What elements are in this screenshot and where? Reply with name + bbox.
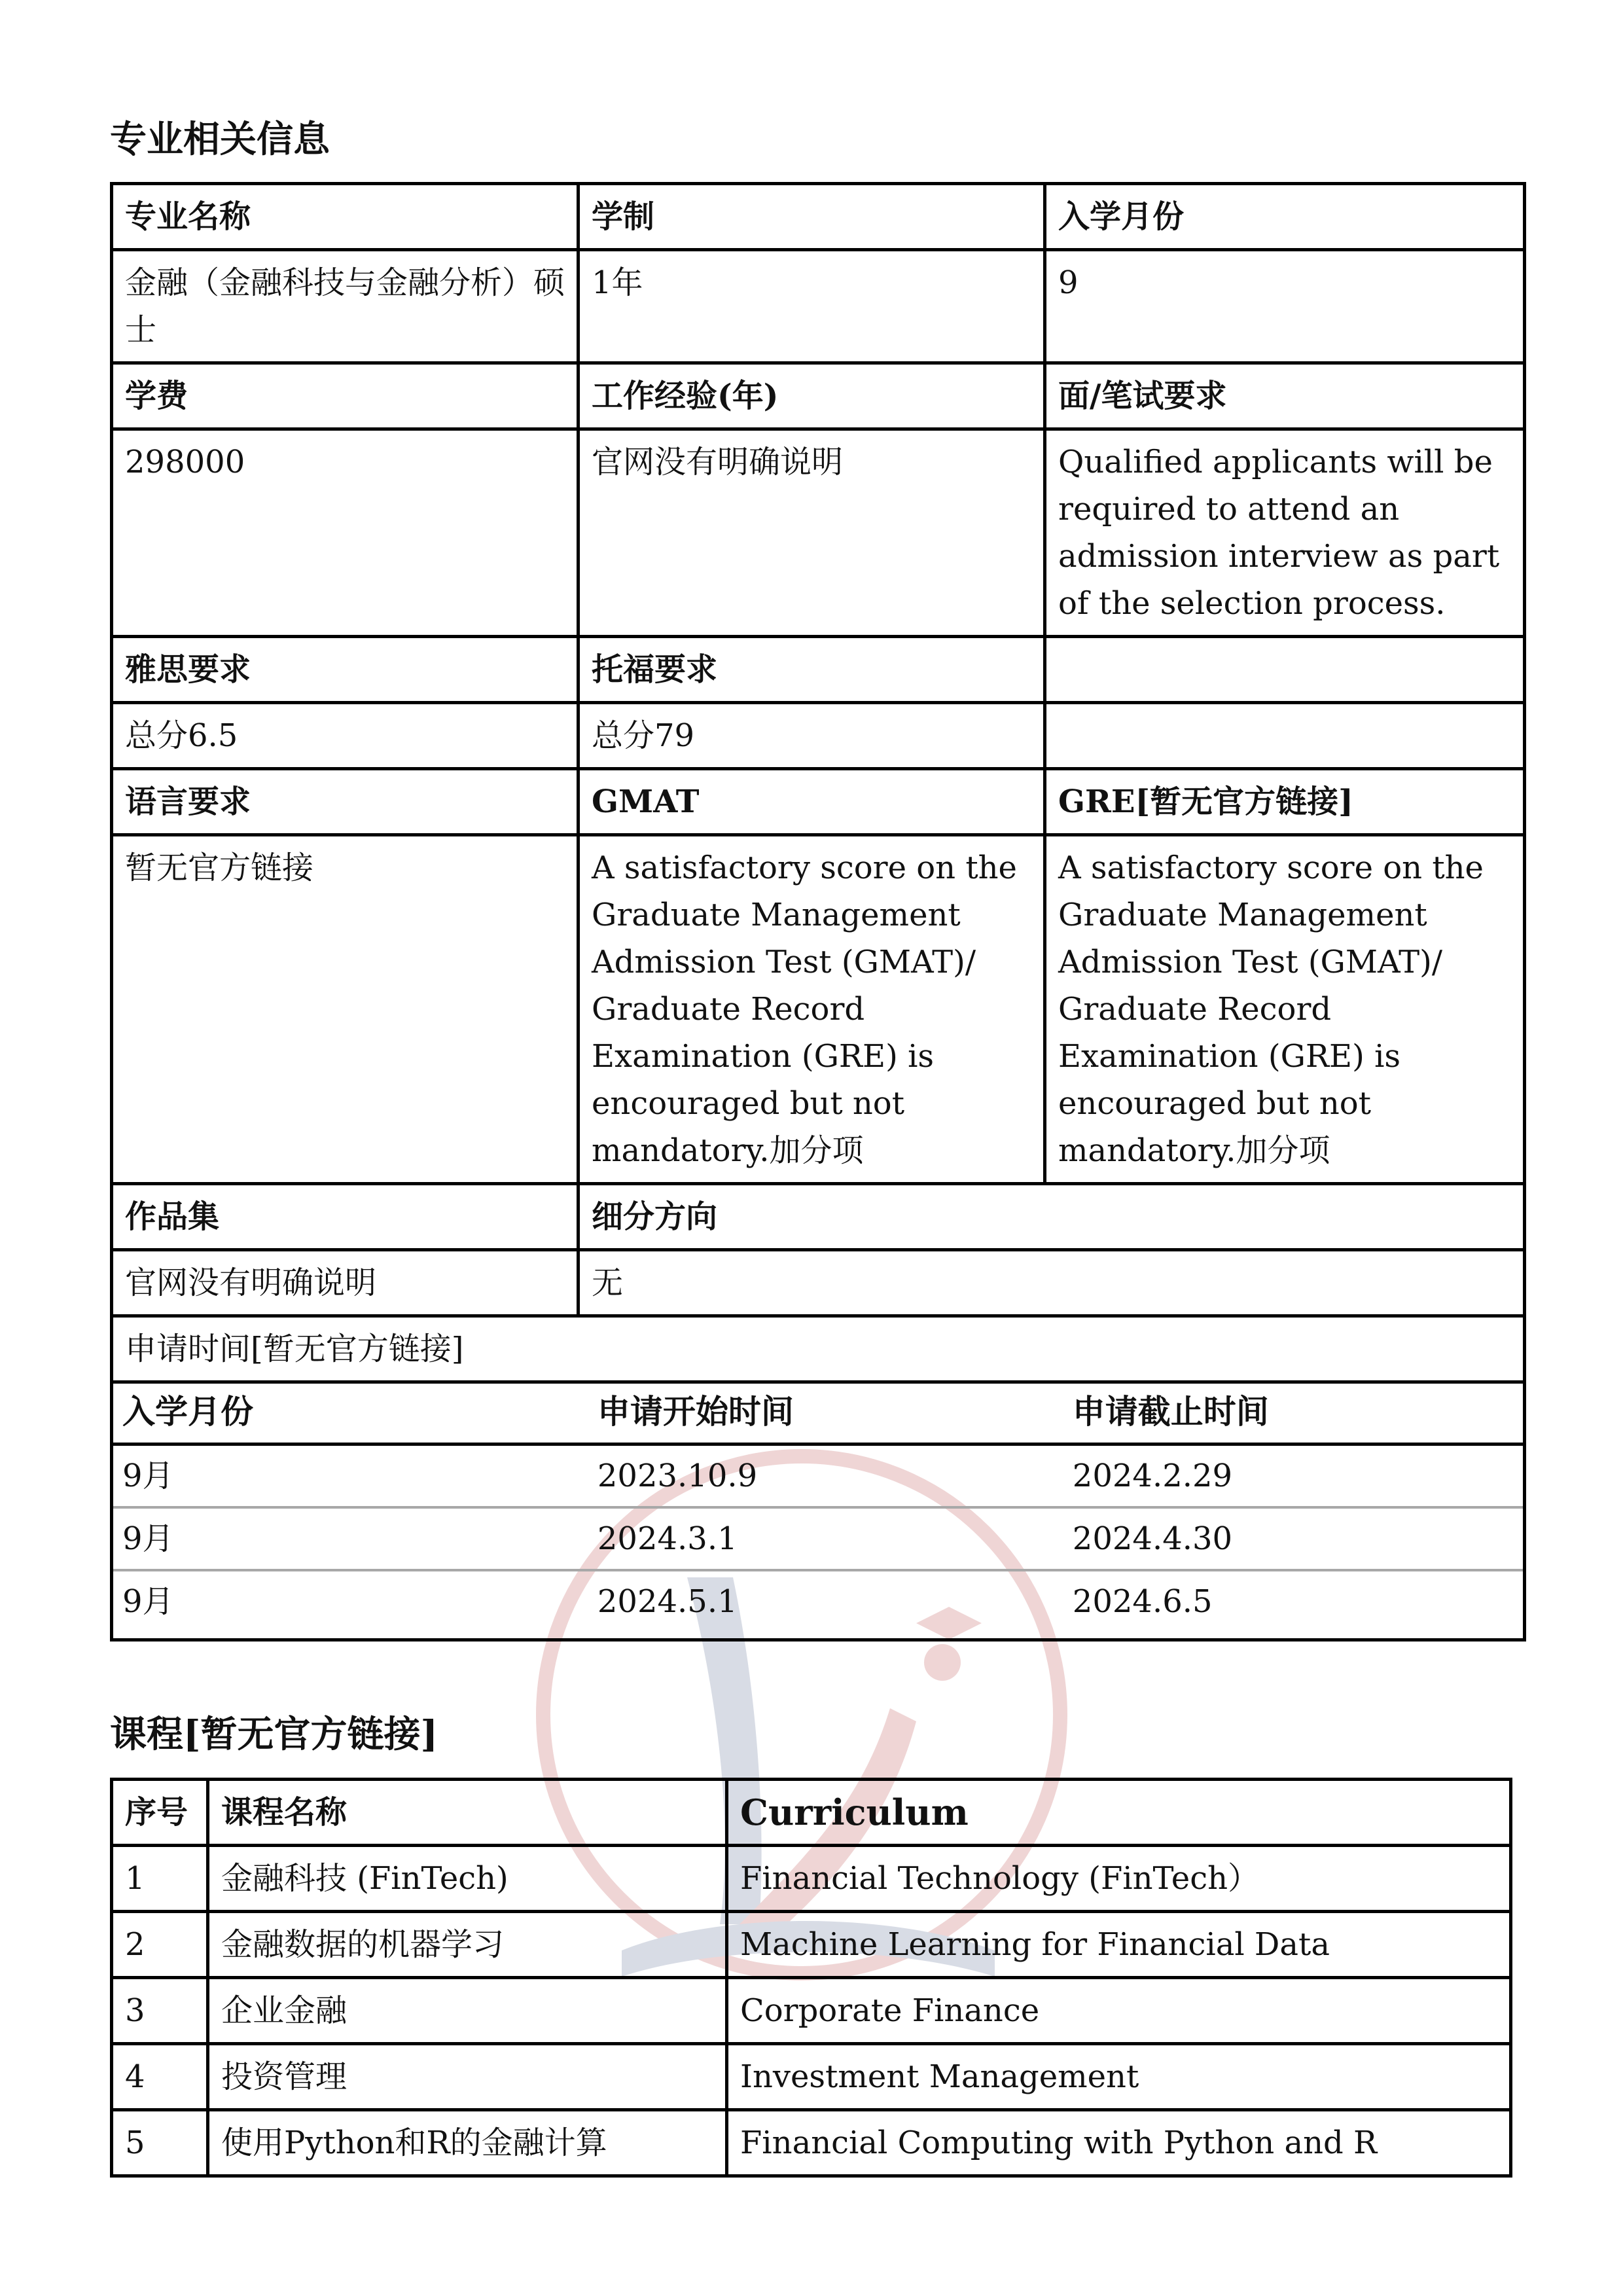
program-info-table <box>110 182 1526 1641</box>
course-curriculum: Financial Technology (FinTech） <box>727 1846 1511 1912</box>
portfolio-value: 官网没有明确说明 <box>112 1250 579 1316</box>
header-language-requirement: 语言要求 <box>112 769 579 835</box>
course-index: 1 <box>112 1846 208 1912</box>
gre-value: A satisfactory score on the Graduate Management Admission Test (GMAT)/ Graduate Record Examination (GRE) is encouraged but not mandatory.加分项 <box>1045 835 1525 1184</box>
app-start: 2024.5.1 <box>597 1583 738 1620</box>
header-tuition: 学费 <box>112 363 579 429</box>
ielts-value: 总分6.5 <box>112 703 579 769</box>
gmat-value: A satisfactory score on the Graduate Management Admission Test (GMAT)/ Graduate Record Examination (GRE) is encouraged but not mandatory.加分项 <box>579 835 1045 1184</box>
app-intake: 9月 <box>113 1444 588 1508</box>
header-gmat: GMAT <box>579 769 1045 835</box>
course-table <box>110 1778 1512 2178</box>
course-index: 3 <box>112 1978 208 2044</box>
course-row <box>112 1846 1511 1912</box>
section-title-program: 专业相关信息 <box>110 118 330 161</box>
course-index: 5 <box>112 2110 208 2176</box>
course-curriculum: Machine Learning for Financial Data <box>727 1912 1511 1978</box>
course-index: 2 <box>112 1912 208 1978</box>
header-work-experience: 工作经验(年) <box>579 363 1045 429</box>
course-curriculum: Corporate Finance <box>727 1978 1511 2044</box>
header-ielts: 雅思要求 <box>112 637 579 703</box>
application-row <box>113 1444 1523 1508</box>
duration-value: 1年 <box>579 250 1045 363</box>
app-deadline: 2024.2.29 <box>1063 1444 1523 1508</box>
application-row <box>113 1507 1523 1570</box>
course-name: 金融科技 (FinTech) <box>208 1846 727 1912</box>
app-intake: 9月 <box>122 1583 174 1620</box>
header-app-intake: 入学月份 <box>113 1388 588 1444</box>
course-name: 金融数据的机器学习 <box>208 1912 727 1978</box>
app-deadline: 2024.4.30 <box>1063 1507 1523 1570</box>
header-course-name: 课程名称 <box>208 1780 727 1846</box>
header-duration: 学制 <box>579 184 1045 250</box>
course-curriculum: Investment Management <box>727 2044 1511 2110</box>
work-experience-value: 官网没有明确说明 <box>579 429 1045 637</box>
section-title-courses: 课程[暂无官方链接] <box>110 1713 438 1756</box>
tuition-value: 298000 <box>112 429 579 637</box>
application-row <box>113 1570 1523 1632</box>
course-row <box>112 2110 1511 2176</box>
header-gre: GRE[暂无官方链接] <box>1045 769 1525 835</box>
course-row <box>112 2044 1511 2110</box>
app-start: 2023.10.9 <box>588 1444 1063 1508</box>
application-time-title: 申请时间[暂无官方链接] <box>112 1316 1525 1382</box>
application-timeline <box>112 1382 1525 1640</box>
course-name: 使用Python和R的金融计算 <box>208 2110 727 2176</box>
header-course-index: 序号 <box>112 1780 208 1846</box>
toefl-value: 总分79 <box>579 703 1045 769</box>
header-app-deadline: 申请截止时间 <box>1063 1388 1523 1444</box>
app-deadline: 2024.6.5 <box>1072 1583 1213 1620</box>
course-name: 投资管理 <box>208 2044 727 2110</box>
empty-cell <box>1045 637 1525 703</box>
specialization-value: 无 <box>579 1250 1525 1316</box>
interview-requirement-value: Qualified applicants will be required to attend an admission interview as part of the selection process. <box>1045 429 1525 637</box>
header-interview-requirement: 面/笔试要求 <box>1045 363 1525 429</box>
header-curriculum: Curriculum <box>727 1780 1511 1846</box>
intake-month-value: 9 <box>1045 250 1525 363</box>
app-intake: 9月 <box>113 1507 588 1570</box>
language-requirement-value: 暂无官方链接 <box>112 835 579 1184</box>
header-specialization: 细分方向 <box>579 1184 1525 1250</box>
header-program-name: 专业名称 <box>112 184 579 250</box>
header-portfolio: 作品集 <box>112 1184 579 1250</box>
application-table <box>113 1388 1523 1632</box>
header-toefl: 托福要求 <box>579 637 1045 703</box>
course-index: 4 <box>112 2044 208 2110</box>
course-row <box>112 1912 1511 1978</box>
empty-cell <box>1045 703 1525 769</box>
program-name: 金融（金融科技与金融分析）硕士 <box>112 250 579 363</box>
course-name: 企业金融 <box>208 1978 727 2044</box>
course-row <box>112 1978 1511 2044</box>
header-app-start: 申请开始时间 <box>588 1388 1063 1444</box>
app-start: 2024.3.1 <box>588 1507 1063 1570</box>
course-curriculum: Financial Computing with Python and R <box>727 2110 1511 2176</box>
header-intake-month: 入学月份 <box>1045 184 1525 250</box>
